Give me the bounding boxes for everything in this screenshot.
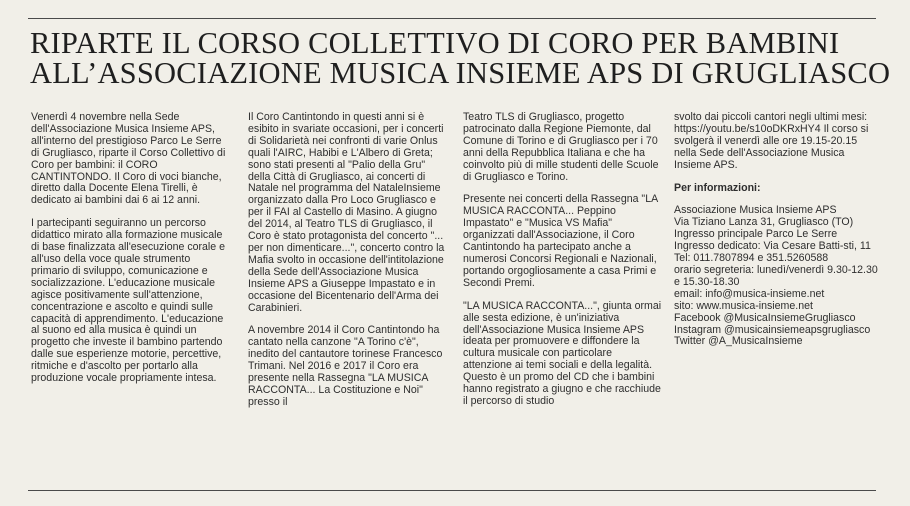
contact-block bbox=[674, 205, 879, 348]
headline-line-1: RIPARTE IL CORSO COLLETTIVO DI CORO PER BAMBINI bbox=[30, 26, 840, 60]
paragraph: svolto dai piccoli cantori negli ultimi mesi: https://youtu.be/s10oDKRxHY4 Il corso si svolgerà il venerdì alle ore 19.15-20.15 nella Sede dell'Associazione Musica Insieme APS. bbox=[674, 111, 869, 171]
contact-line: Facebook @MusicaInsiemeGrugliasco bbox=[674, 311, 856, 324]
contact-line: Via Tiziano Lanza 31, Grugliasco (TO) bbox=[674, 216, 854, 229]
contact-line: Twitter @A_MusicaInsieme bbox=[674, 335, 803, 348]
contact-line: sito: www.musica-insieme.net bbox=[674, 299, 813, 312]
contact-line: Instagram @musicainsiemeapsgrugliasco bbox=[674, 323, 871, 336]
top-rule bbox=[28, 18, 876, 19]
contact-line: email: info@musica-insieme.net bbox=[674, 287, 825, 300]
bottom-rule bbox=[28, 490, 876, 491]
contact-line: Tel: 011.7807894 e 351.5260588 bbox=[674, 252, 829, 265]
column-2 bbox=[248, 112, 448, 420]
paragraph: Teatro TLS di Grugliasco, progetto patrocinato dalla Regione Piemonte, dal Comune di Torino e di Grugliasco per i 70 anni della Repubblica Italiana e che ha coinvolto più di mille studenti delle Scuole di Grugliasco e Torino. bbox=[463, 111, 659, 183]
paragraph: Venerdì 4 novembre nella Sede dell'Associazione Musica Insieme APS, all'interno del prestigioso Parco Le Serre di Grugliasco, riparte il Corso Collettivo di Coro per bambini: il CORO CANTINTONDO. Il Coro di voci bianche, diretto dalla Docente Elena Tirelli, è dedicato ai bambini dai 6 ai 12 anni. bbox=[31, 111, 226, 207]
headline-line-2: ALL’ASSOCIAZIONE MUSICA INSIEME APS DI GRUGLIASCO bbox=[30, 56, 891, 90]
contact-line: Ingresso principale Parco Le Serre bbox=[674, 228, 838, 241]
paragraph: I partecipanti seguiranno un percorso didattico mirato alla formazione musicale di base finalizzata all'esecuzione corale e all'uso della voce quale strumento primario di sviluppo, comunicazione e socializzazione. L'educazione musicale agisce positivamente sull'attenzione, concentrazione e ascolto e quindi sulle capacità di apprendimento. L'educazione al suono ed alla musica è quindi un progetto che investe il bambino partendo dalle sue esperienze motorie, percettive, ritmiche e d'ascolto per portarlo alla produzione vocale propriamente intesa. bbox=[31, 217, 226, 385]
paragraph: "LA MUSICA RACCONTA...", giunta ormai alle sesta edizione, è un'iniziativa dell'Associazione Musica Insieme APS ideata per promuovere e diffondere la cultura musicale con particolare attenzione ai temi sociali e della legalità. Questo è un promo del CD che i bambini hanno registrato a giugno e che racchiude il percorso di studio bbox=[463, 299, 662, 407]
column-4 bbox=[674, 112, 879, 348]
headline bbox=[30, 26, 891, 90]
contact-line: Ingresso dedicato: Via Cesare Batti-sti, 11 bbox=[674, 240, 871, 253]
column-3 bbox=[463, 112, 663, 419]
contact-line: orario segreteria: lunedì/venerdì 9.30-12.30 e 15.30-18.30 bbox=[674, 263, 878, 288]
column-1 bbox=[31, 112, 231, 396]
paragraph: Il Coro Cantintondo in questi anni si è esibito in svariate occasioni, per i concerti di Solidarietà nei confronti di varie Onlus quali l'AIRC, Habibi e L'Albero di Greta; sono stati presenti al "Palio della Gru" della Città di Grugliasco, ai concerti di Natale nel programma del NataleInsieme organizzato dalla Pro Loco Grugliasco e per il FAI al Castello di Masino. A giugno del 2014, al Teatro TLS di Grugliasco, il Coro è stato protagonista del concerto "... per non dimenticare...", concerto contro la Mafia svolto in occasione dell'intitolazione della Sede dell'Associazione Musica Insieme APS a Giuseppe Impastato e in occasione del Bicentenario dell'Arma dei Carabinieri. bbox=[248, 111, 445, 314]
contact-line: Associazione Musica Insieme APS bbox=[674, 204, 837, 217]
paragraph: Presente nei concerti della Rassegna "LA MUSICA RACCONTA... Peppino Impastato" e "Musica VS Mafia" organizzati dall'Associazione, il Coro Cantintondo ha partecipato anche a numerosi Concorsi Regionali e Nazionali, portando orgogliosamente a casa Primi e Secondi Premi. bbox=[463, 193, 658, 289]
paragraph: A novembre 2014 il Coro Cantintondo ha cantato nella canzone "A Torino c'è", inedito del cantautore torinese Francesco Trimani. Nel 2016 e 2017 il Coro era presente nella Rassegna "LA MUSICA RACCONTA... La Costituzione e Noi" presso il bbox=[248, 324, 443, 408]
info-label: Per informazioni: bbox=[674, 181, 761, 194]
